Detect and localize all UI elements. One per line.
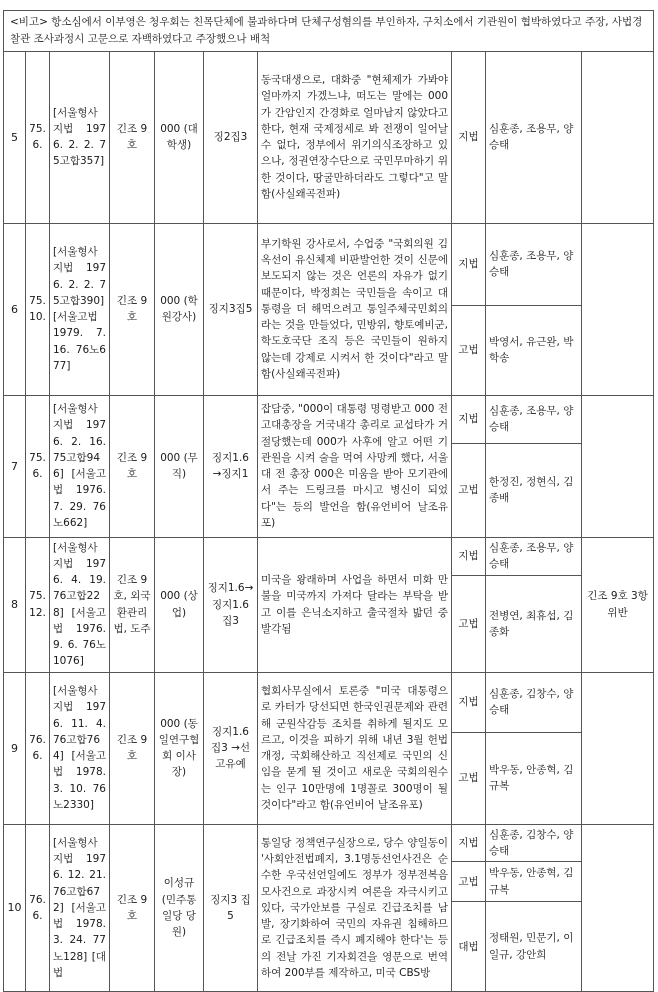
court-level: 지법 <box>452 672 486 732</box>
court-level: 고법 <box>452 862 486 902</box>
court-level: 고법 <box>452 576 486 673</box>
court-judges: 박우동, 안종혁, 김규복 <box>486 732 582 824</box>
case-table <box>3 10 654 992</box>
case-law: 긴조 9호 <box>110 672 155 824</box>
case-court-record: [서울형사지법 1976. 4. 19. 76고합228] [서울고법 1976. 9. 6. 76노1076] <box>50 537 110 672</box>
case-remark <box>582 672 654 824</box>
case-defendant: 000 (상업) <box>155 537 204 672</box>
case-sentence: 징지1.6 →징지1 <box>204 395 258 537</box>
case-defendant: 000 (학원강사) <box>155 223 204 395</box>
court-level: 지법 <box>452 395 486 443</box>
case-remark: 긴조 9호 3항 위반 <box>582 537 654 672</box>
case-date: 75. 6. <box>26 51 50 223</box>
case-court-record: [서울형사지법 1976. 2. 2. 75고합390] [서울고법 1979. 7. 16. 76노677] <box>50 223 110 395</box>
case-sentence: 징지3 집5 <box>204 824 258 992</box>
court-judges: 박우동, 안종혁, 김규복 <box>486 862 582 902</box>
case-defendant: 000 (무직) <box>155 395 204 537</box>
case-court-record: [서울형사지법 1976. 2. 16. 75고합946] [서울고법 1976. 7. 29. 76노662] <box>50 395 110 537</box>
case-number: 8 <box>4 537 26 672</box>
case-facts: 부기학원 강사로서, 수업중 "국회의원 김옥선이 유신체제 비판발언한 것이 신문에 보도되지 않는 것은 언론의 자유가 없기 때문이다, 박정희는 국민들을 속이고 대통령을 더 해먹으려고 통일주체국민회의라는 것을 만들었다, 민방위, 향토예비군, 학도호국단 조직 등은 국민들이 원하지 않는데 강제로 시켜서 한 것이다"라고 말함(사실왜곡전파) <box>258 223 452 395</box>
court-level: 대법 <box>452 902 486 992</box>
case-sentence: 징지3집5 <box>204 223 258 395</box>
case-sentence: 징지1.6→ 징지1.6집3 <box>204 537 258 672</box>
case-law: 긴조 9호 <box>110 395 155 537</box>
case-sentence: 징지1.6집3 →선고유예 <box>204 672 258 824</box>
case-facts: 동국대생으로, 대화중 "현체제가 가봐야 얼마까지 가겠느냐, 떠도는 말에는 000가 간암인지 간경화로 얼마남지 않았다고 한다, 현재 국제정세로 봐 전쟁이 일어날 수 없다, 정부에서 위기의식조장하고 있으나, 정권연장수단으로 국민무마하기 위한 것이다, 땅굴만하더라도 그렇다"고 말함(사실왜곡전파) <box>258 51 452 223</box>
court-level: 지법 <box>452 223 486 305</box>
case-law: 긴조 9호, 외국환관리법, 도주 <box>110 537 155 672</box>
case-number: 5 <box>4 51 26 223</box>
court-level: 지법 <box>452 537 486 576</box>
case-remark <box>582 824 654 992</box>
court-judges: 정태원, 민문기, 이일규, 강안희 <box>486 902 582 992</box>
case-row <box>4 395 654 443</box>
case-court-record: [서울형사지법 1976. 2. 2. 75고합357] <box>50 51 110 223</box>
case-law: 긴조 9호 <box>110 223 155 395</box>
court-judges: 심훈종, 김창수, 양승태 <box>486 824 582 862</box>
case-row <box>4 51 654 223</box>
case-date: 75. 6. <box>26 395 50 537</box>
case-law: 긴조 9호 <box>110 51 155 223</box>
case-remark <box>582 223 654 395</box>
court-level: 지법 <box>452 824 486 862</box>
case-row <box>4 223 654 305</box>
court-judges: 심훈종, 조용무, 양승태 <box>486 51 582 223</box>
case-facts: 잡담중, "000이 대통령 명령받고 000 전 고대총장을 거국내각 총리로 교섭타가 거절당했는데 000가 사후에 알고 어떤 기관원을 시켜 술을 먹여 사망케 했다, 서울대 전 총장 000은 미움을 받아 모기관에서 주는 드링크를 마시고 병신이 되었다"는 등의 발언을 함(유언비어 날조유포) <box>258 395 452 537</box>
court-judges: 심훈종, 김창수, 양승태 <box>486 672 582 732</box>
court-judges: 심훈종, 조용무, 양승태 <box>486 537 582 576</box>
court-level: 고법 <box>452 443 486 537</box>
court-judges: 한정진, 정현식, 김종배 <box>486 443 582 537</box>
case-defendant: 이성규 (민주통일당 당원) <box>155 824 204 992</box>
court-judges: 심훈종, 조용무, 양승태 <box>486 395 582 443</box>
case-date: 75. 12. <box>26 537 50 672</box>
case-remark <box>582 395 654 537</box>
case-sentence: 징2집3 <box>204 51 258 223</box>
court-judges: 심훈종, 조용무, 양승태 <box>486 223 582 305</box>
case-date: 75. 10. <box>26 223 50 395</box>
court-judges: 박영서, 유근완, 박학송 <box>486 305 582 395</box>
case-number: 9 <box>4 672 26 824</box>
case-row <box>4 672 654 732</box>
case-facts: 통일당 정책연구실장으로, 당수 양일동이 '사회안전법폐지, 3.1명동선언사건은 순수한 우국선언일예도 정부가 정부전복음모사건으로 과장시켜 여론을 자극시키고 있다, 국가안보를 구실로 긴급조치를 남발, 장기화하여 국민의 자유권 침해하므로 긴급조치를 즉시 폐지해야 한다'는 등의 전날 가진 기자회견을 영문으로 번역하여 200부를 제작하고, 미국 CBS방 <box>258 824 452 992</box>
court-level: 고법 <box>452 732 486 824</box>
case-number: 6 <box>4 223 26 395</box>
case-row <box>4 537 654 576</box>
case-number: 7 <box>4 395 26 537</box>
case-law: 긴조 9호 <box>110 824 155 992</box>
case-facts: 협회사무실에서 토론중 "미국 대통령으로 카터가 당선되면 한국인권문제와 관련해 군원삭감등 조치를 취하게 될지도 모르고, 이것을 피하기 위해 내년 3월 헌법개정, 국회해산하고 직선제로 국민의 신임을 묻게 될 것이고 새로운 국회의원수는 인구 10만명에 1명꼴로 300명이 될 것이다"라고 함(유언비어 날조유포) <box>258 672 452 824</box>
court-level: 고법 <box>452 305 486 395</box>
case-remark <box>582 51 654 223</box>
case-court-record: [서울형사지법 1976. 11. 4. 76고합764] [서울고법 1978. 3. 10. 76노2330] <box>50 672 110 824</box>
case-row <box>4 824 654 862</box>
case-number: 10 <box>4 824 26 992</box>
case-court-record: [서울형사지법 1976. 12. 21. 76고합672] [서울고법 1978. 3. 24. 77노128] [대법 <box>50 824 110 992</box>
case-facts: 미국을 왕래하며 사업을 하면서 미화 만불을 미국까지 가져다 달라는 부탁을 받고 이를 은닉소지하고 출국절차 밟던 중 발각됨 <box>258 537 452 672</box>
case-defendant: 000 (동일연구협회 이사장) <box>155 672 204 824</box>
court-level: 지법 <box>452 51 486 223</box>
note-text: <비고> 항소심에서 이부영은 청우회는 친목단체에 불과하다며 단체구성혐의를 부인하자, 구치소에서 기관원이 협박하였다고 주장, 사법경찰관 조사과정시 고문으로 자백하였다고 주장했으나 배척 <box>4 11 654 52</box>
court-judges: 전병연, 최휴섭, 김종화 <box>486 576 582 673</box>
case-date: 76. 6. <box>26 824 50 992</box>
case-date: 76. 6. <box>26 672 50 824</box>
note-row <box>4 11 654 52</box>
case-defendant: 000 (대학생) <box>155 51 204 223</box>
